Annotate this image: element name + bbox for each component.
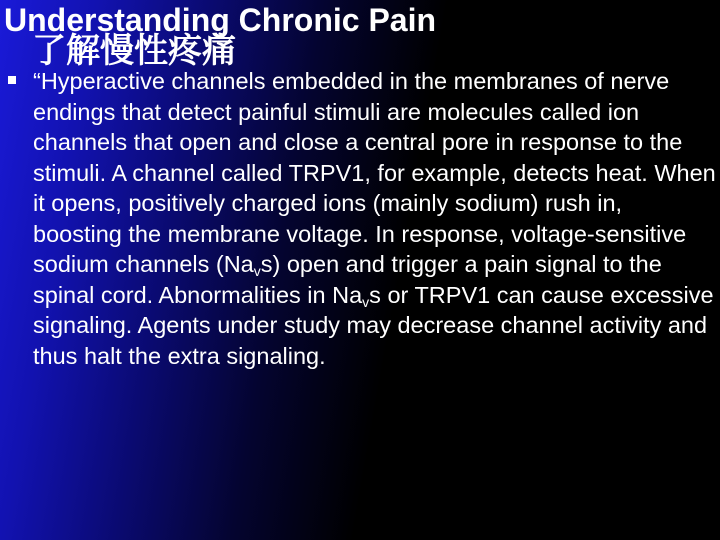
slide-subtitle-chinese: 了解慢性疼痛 bbox=[32, 31, 236, 71]
bullet-text bbox=[33, 66, 717, 371]
subscript-v-1: v bbox=[253, 263, 261, 279]
bullet-text-part-2: s) open and trigger a pain signal to the spinal cord. Abnormalities in Na bbox=[33, 251, 662, 308]
subscript-v-2: v bbox=[362, 293, 370, 310]
bullet-text-part-3: s or TRPV1 can cause excessive signaling. Agents under study may decrease channel activity and thus halt the extra signaling. bbox=[33, 281, 714, 369]
square-bullet-icon bbox=[8, 76, 16, 84]
bullet-text-part-1: “Hyperactive channels embedded in the membranes of nerve endings that detect painful stimuli are molecules called ion channels that open and close a central pore in response to the stimuli. A channel called TRPV1, for example, detects heat. When it opens, positively charged ions (mainly sodium) rush in, boosting the membrane voltage. In response, voltage-sensitive sodium channels (Na bbox=[33, 68, 716, 277]
slide-title: Understanding Chronic Pain bbox=[4, 2, 437, 38]
